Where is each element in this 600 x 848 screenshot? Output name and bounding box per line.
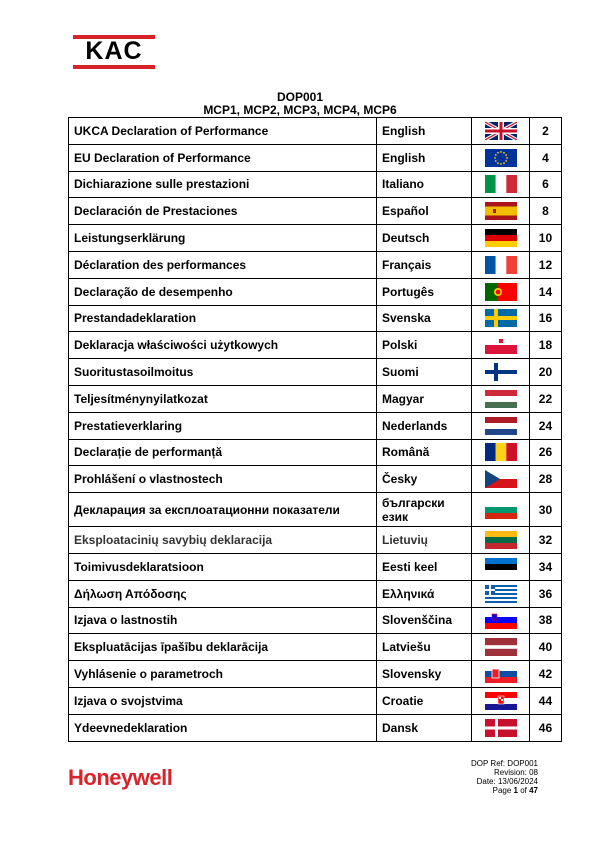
declaration-title: Teljesítménynyilatkozat: [69, 385, 377, 412]
table-row: [69, 553, 562, 580]
table-row: [69, 225, 562, 252]
language: Eesti keel: [376, 553, 471, 580]
romania-flag-icon: [485, 443, 517, 461]
table-row: [69, 118, 562, 145]
table-row: [69, 198, 562, 225]
declaration-title: Prestatieverklaring: [69, 412, 377, 439]
language: Suomi: [376, 359, 471, 386]
language: Nederlands: [376, 412, 471, 439]
page-ref: 34: [529, 553, 561, 580]
language: Italiano: [376, 171, 471, 198]
language: Latviešu: [376, 634, 471, 661]
language: Română: [376, 439, 471, 466]
page-number: [493, 786, 538, 795]
denmark-flag-icon: [485, 719, 517, 737]
table-row: [69, 278, 562, 305]
language: Ελληνικά: [376, 580, 471, 607]
date: Date: 13/06/2024: [476, 777, 538, 786]
page-total: 47: [529, 786, 538, 795]
flag-cell: [472, 251, 530, 278]
document-code: DOP001: [276, 90, 324, 104]
eu-flag-icon: [485, 149, 517, 167]
slovakia-flag-icon: [485, 665, 517, 683]
flag-cell: [472, 198, 530, 225]
language: български език: [376, 493, 471, 527]
flag-cell: [472, 714, 530, 741]
page-ref: 36: [529, 580, 561, 607]
declaration-title: Eksploatacinių savybių deklaracija: [69, 527, 377, 554]
declaration-title: Déclaration des performances: [69, 251, 377, 278]
declaration-title: Ydeevnedeklaration: [69, 714, 377, 741]
product-list: MCP1, MCP2, MCP3, MCP4, MCP6: [203, 103, 397, 117]
declaration-title: Δήλωση Απόδοσης: [69, 580, 377, 607]
declaration-title: Leistungserklärung: [69, 225, 377, 252]
table-row: [69, 144, 562, 171]
page-ref: 40: [529, 634, 561, 661]
page-prefix: Page: [492, 786, 514, 795]
flag-cell: [472, 359, 530, 386]
declaration-title: Suoritustasoilmoitus: [69, 359, 377, 386]
honeywell-logo: Honeywell: [68, 765, 173, 790]
flag-cell: [472, 278, 530, 305]
flag-cell: [472, 332, 530, 359]
logo-text: KAC: [85, 37, 143, 65]
spain-flag-icon: [485, 202, 517, 220]
language: Croatie: [376, 687, 471, 714]
page-ref: 32: [529, 527, 561, 554]
page-ref: 24: [529, 412, 561, 439]
language: English: [376, 118, 471, 145]
page-of: of: [517, 786, 530, 795]
declaration-title: Izjava o svojstvima: [69, 687, 377, 714]
table-row: [69, 251, 562, 278]
declaration-title: Izjava o lastnostih: [69, 607, 377, 634]
logo-bar-bottom: [73, 65, 155, 69]
flag-cell: [472, 580, 530, 607]
table-row: [69, 439, 562, 466]
language: Magyar: [376, 385, 471, 412]
language: Dansk: [376, 714, 471, 741]
language: Slovenščina: [376, 607, 471, 634]
portugal-flag-icon: [485, 283, 517, 301]
poland-flag-icon: [485, 336, 517, 354]
flag-cell: [472, 439, 530, 466]
table-row: [69, 466, 562, 493]
declaration-title: Declaração de desempenho: [69, 278, 377, 305]
germany-flag-icon: [485, 229, 517, 247]
estonia-flag-icon: [485, 558, 517, 576]
page-ref: 2: [529, 118, 561, 145]
language: Česky: [376, 466, 471, 493]
table-row: [69, 580, 562, 607]
latvia-flag-icon: [485, 638, 517, 656]
declaration-title: Prestandadeklaration: [69, 305, 377, 332]
language: Lietuvių: [376, 527, 471, 554]
page-ref: 4: [529, 144, 561, 171]
lithuania-flag-icon: [485, 531, 517, 549]
declaration-title: EU Declaration of Performance: [69, 144, 377, 171]
declaration-title: Ekspluatācijas īpašību deklarācija: [69, 634, 377, 661]
finland-flag-icon: [485, 363, 517, 381]
declaration-title: Deklaracja właściwości użytkowych: [69, 332, 377, 359]
language: Français: [376, 251, 471, 278]
page-ref: 46: [529, 714, 561, 741]
flag-cell: [472, 144, 530, 171]
flag-cell: [472, 118, 530, 145]
page-ref: 20: [529, 359, 561, 386]
language: Español: [376, 198, 471, 225]
table-row: [69, 305, 562, 332]
flag-cell: [472, 305, 530, 332]
page-ref: 44: [529, 687, 561, 714]
table-row: [69, 171, 562, 198]
table-row: [69, 687, 562, 714]
greece-flag-icon: [485, 585, 517, 603]
language: Polski: [376, 332, 471, 359]
croatia-flag-icon: [485, 692, 517, 710]
declaration-title: Vyhlásenie o parametroch: [69, 661, 377, 688]
uk-flag-icon: [485, 122, 517, 140]
bulgaria-flag-icon: [485, 501, 517, 519]
flag-cell: [472, 412, 530, 439]
page-ref: 42: [529, 661, 561, 688]
page-ref: 14: [529, 278, 561, 305]
declaration-title: Declaración de Prestaciones: [69, 198, 377, 225]
table-row: [69, 714, 562, 741]
declaration-title: Prohlášení o vlastnostech: [69, 466, 377, 493]
flag-cell: [472, 687, 530, 714]
language: Portugês: [376, 278, 471, 305]
page-ref: 30: [529, 493, 561, 527]
page-ref: 8: [529, 198, 561, 225]
flag-cell: [472, 527, 530, 554]
dop-ref: DOP Ref: DOP001: [471, 759, 538, 768]
flag-cell: [472, 553, 530, 580]
table-row: [69, 385, 562, 412]
flag-cell: [472, 466, 530, 493]
flag-cell: [472, 225, 530, 252]
table-row: [69, 332, 562, 359]
declaration-title: Декларация за експлоатационни показатели: [69, 493, 377, 527]
page-ref: 22: [529, 385, 561, 412]
italy-flag-icon: [485, 175, 517, 193]
language: Deutsch: [376, 225, 471, 252]
revision: Revision: 08: [493, 768, 538, 777]
language: Slovensky: [376, 661, 471, 688]
flag-cell: [472, 634, 530, 661]
page-ref: 16: [529, 305, 561, 332]
hungary-flag-icon: [485, 390, 517, 408]
page-ref: 26: [529, 439, 561, 466]
language: Svenska: [376, 305, 471, 332]
language: English: [376, 144, 471, 171]
netherlands-flag-icon: [485, 417, 517, 435]
kac-logo: [73, 35, 155, 69]
france-flag-icon: [485, 256, 517, 274]
page-ref: 38: [529, 607, 561, 634]
page-current: 1: [513, 786, 518, 795]
table-row: [69, 412, 562, 439]
sweden-flag-icon: [485, 309, 517, 327]
page-ref: 12: [529, 251, 561, 278]
page-ref: 10: [529, 225, 561, 252]
table-row: [69, 527, 562, 554]
declaration-title: Declarație de performanță: [69, 439, 377, 466]
slovenia-flag-icon: [485, 611, 517, 629]
page-ref: 18: [529, 332, 561, 359]
page-ref: 28: [529, 466, 561, 493]
flag-cell: [472, 385, 530, 412]
flag-cell: [472, 171, 530, 198]
declaration-title: Dichiarazione sulle prestazioni: [69, 171, 377, 198]
flag-cell: [472, 607, 530, 634]
czech-flag-icon: [485, 470, 517, 488]
declarations-table: [68, 117, 562, 742]
table-row: [69, 607, 562, 634]
flag-cell: [472, 493, 530, 527]
table-row: [69, 359, 562, 386]
declaration-title: Toimivusdeklaratsioon: [69, 553, 377, 580]
declaration-title: UKCA Declaration of Performance: [69, 118, 377, 145]
table-row: [69, 634, 562, 661]
page-ref: 6: [529, 171, 561, 198]
flag-cell: [472, 661, 530, 688]
table-row: [69, 661, 562, 688]
table-row: [69, 493, 562, 527]
